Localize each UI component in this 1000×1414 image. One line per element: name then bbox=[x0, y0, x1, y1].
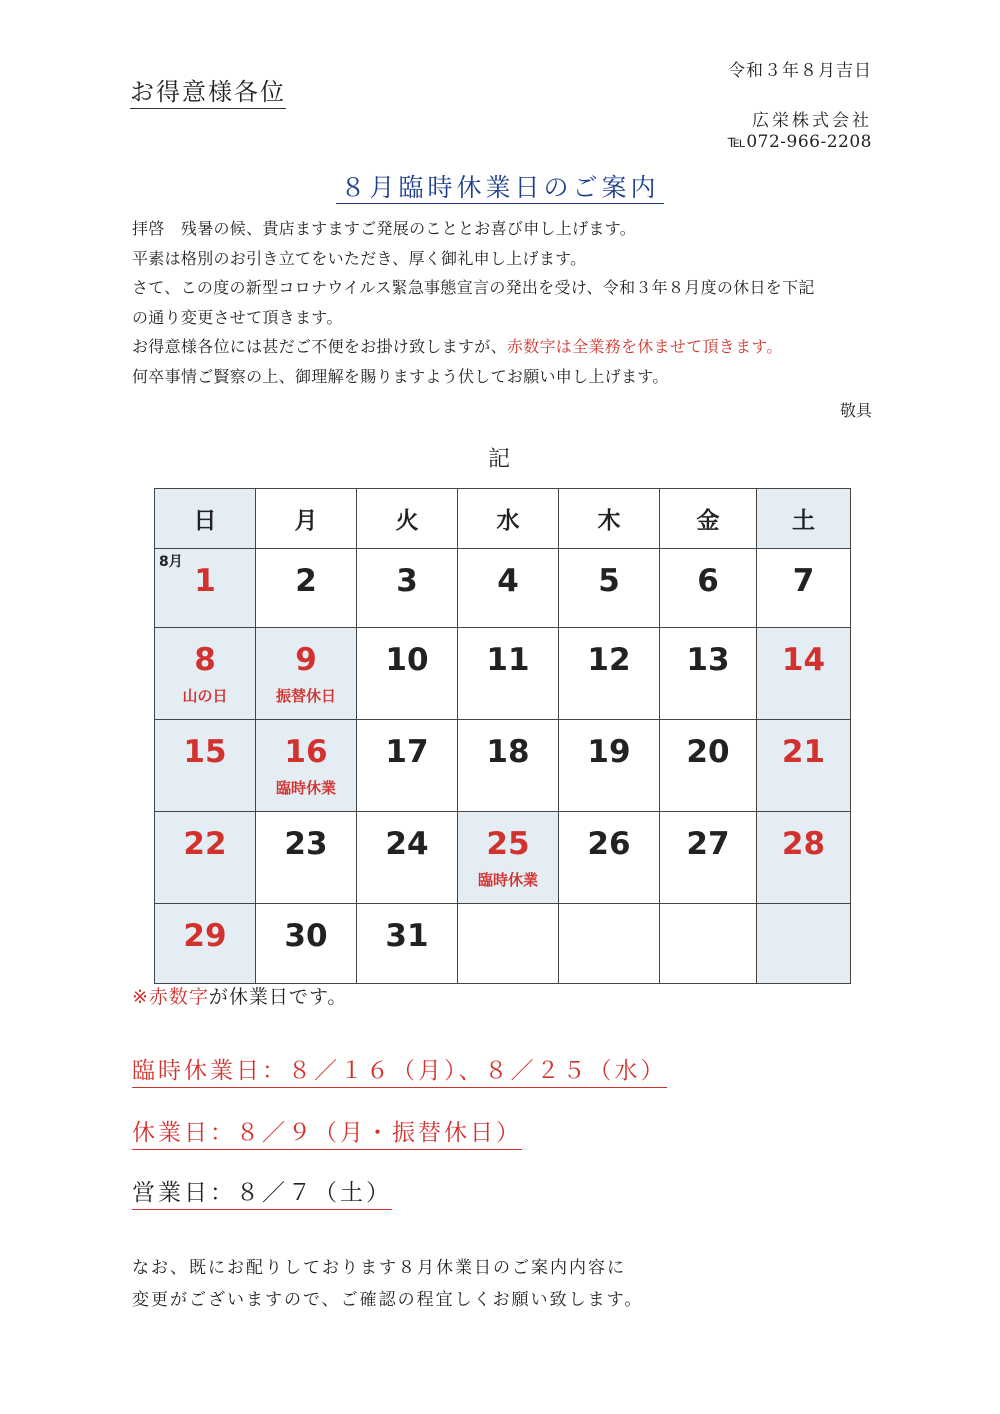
day-number: 17 bbox=[385, 734, 429, 770]
calendar-week-row bbox=[155, 812, 851, 904]
document-title-wrap bbox=[0, 168, 1000, 204]
weekday-mon: 月 bbox=[256, 489, 357, 549]
calendar-day-cell bbox=[757, 720, 851, 812]
body-line-5-red: 赤数字は全業務を休ませて頂きます。 bbox=[506, 337, 783, 356]
day-number: 26 bbox=[587, 826, 631, 862]
calendar-day-cell bbox=[559, 720, 660, 812]
calendar-day-cell bbox=[357, 812, 458, 904]
calendar-day-cell bbox=[660, 549, 757, 628]
day-number: 3 bbox=[396, 563, 418, 599]
calendar-week-row bbox=[155, 720, 851, 812]
day-number: 18 bbox=[486, 734, 530, 770]
day-number: 10 bbox=[385, 642, 429, 678]
calendar-day-cell bbox=[256, 904, 357, 984]
calendar-day-cell bbox=[559, 812, 660, 904]
calendar-day-cell bbox=[458, 549, 559, 628]
company-name: 広栄株式会社 bbox=[752, 111, 872, 131]
body-line-1: 拝啓 残暑の候、貴店ますますご発展のこととお喜び申し上げます。 bbox=[132, 219, 637, 238]
calendar-day-cell bbox=[357, 628, 458, 720]
calendar-day-cell bbox=[256, 812, 357, 904]
day-number: 28 bbox=[781, 826, 826, 862]
day-number: 21 bbox=[781, 734, 826, 770]
calendar-day-cell bbox=[757, 904, 851, 984]
day-number: 8 bbox=[194, 642, 216, 678]
day-number: 11 bbox=[486, 642, 530, 678]
closing-line-1: なお、既にお配りしております８月休業日のご案内内容に bbox=[132, 1258, 626, 1278]
calendar-day-cell bbox=[559, 549, 660, 628]
ki-heading: 記 bbox=[487, 447, 512, 472]
calendar-day-cell bbox=[757, 628, 851, 720]
calendar-day-cell bbox=[559, 904, 660, 984]
day-number: 27 bbox=[686, 826, 730, 862]
calendar-day-cell bbox=[155, 720, 256, 812]
calendar-day-cell bbox=[660, 720, 757, 812]
calendar-day-cell bbox=[660, 904, 757, 984]
summary-temporary-closure: 臨時休業日：８／１６（月）、８／２５（水） bbox=[132, 1052, 667, 1088]
calendar-body bbox=[155, 549, 851, 984]
calendar-day-cell bbox=[155, 904, 256, 984]
calendar-week-row bbox=[155, 549, 851, 628]
calendar-day-cell bbox=[660, 628, 757, 720]
summary-open-day: 営業日：８／７（土） bbox=[132, 1174, 392, 1210]
calendar-day-cell bbox=[357, 720, 458, 812]
body-line-6: 何卒事情ご賢察の上、御理解を賜りますよう伏してお願い申し上げます。 bbox=[132, 366, 669, 386]
issue-date: 令和３年８月吉日 bbox=[728, 61, 872, 81]
day-number: 9 bbox=[295, 642, 317, 678]
day-number: 20 bbox=[686, 734, 730, 770]
day-number: 6 bbox=[697, 563, 719, 599]
recipient: お得意様各位 bbox=[130, 78, 286, 109]
calendar-day-cell bbox=[357, 549, 458, 628]
day-number: 15 bbox=[183, 734, 227, 770]
day-number: 13 bbox=[686, 642, 730, 678]
closing-word: 敬具 bbox=[839, 401, 872, 420]
month-tag: 8月 bbox=[159, 554, 183, 570]
calendar-table bbox=[154, 488, 851, 984]
calendar-day-cell bbox=[357, 904, 458, 984]
calendar-day-cell bbox=[155, 549, 256, 628]
calendar-day-cell bbox=[256, 549, 357, 628]
day-number: 16 bbox=[284, 734, 328, 770]
calendar-day-cell bbox=[458, 720, 559, 812]
document-title: ８月臨時休業日のご案内 bbox=[336, 173, 663, 204]
calendar-day-cell bbox=[757, 549, 851, 628]
body-line-5 bbox=[132, 332, 892, 362]
closing-note bbox=[132, 1252, 643, 1316]
day-number: 25 bbox=[486, 826, 530, 862]
calendar-day-cell bbox=[458, 904, 559, 984]
body-text bbox=[132, 214, 892, 391]
telephone: ℡072-966-2208 bbox=[727, 132, 872, 152]
day-note: 山の日 bbox=[182, 687, 228, 705]
day-number: 5 bbox=[598, 563, 620, 599]
day-note: 振替休日 bbox=[275, 687, 336, 705]
day-number: 1 bbox=[194, 563, 216, 599]
day-note: 臨時休業 bbox=[477, 871, 538, 889]
day-number: 31 bbox=[385, 918, 429, 954]
calendar-day-cell bbox=[155, 628, 256, 720]
body-line-3: さて、この度の新型コロナウイルス緊急事態宣言の発出を受け、令和３年８月度の休日を下記 bbox=[132, 278, 815, 297]
calendar-day-cell bbox=[458, 812, 559, 904]
day-number: 14 bbox=[781, 642, 826, 678]
closing-line-2: 変更がございますので、ご確認の程宜しくお願い致します。 bbox=[132, 1290, 644, 1310]
legend bbox=[132, 982, 347, 1009]
calendar-day-cell bbox=[256, 720, 357, 812]
day-note: 臨時休業 bbox=[275, 779, 336, 797]
day-number: 7 bbox=[792, 563, 815, 599]
body-line-4: の通り変更させて頂きます。 bbox=[132, 307, 343, 327]
weekday-thu: 木 bbox=[559, 489, 660, 549]
day-number: 19 bbox=[587, 734, 631, 770]
legend-red: ※赤数字 bbox=[132, 986, 209, 1008]
weekday-fri: 金 bbox=[660, 489, 757, 549]
calendar-week-row bbox=[155, 628, 851, 720]
day-number: 23 bbox=[284, 826, 328, 862]
day-number: 24 bbox=[385, 826, 429, 862]
weekday-tue: 火 bbox=[357, 489, 458, 549]
day-number: 4 bbox=[497, 563, 519, 599]
day-number: 2 bbox=[295, 563, 317, 599]
day-number: 30 bbox=[284, 918, 328, 954]
day-number: 12 bbox=[587, 642, 631, 678]
calendar-day-cell bbox=[155, 812, 256, 904]
legend-rest: が休業日です。 bbox=[208, 986, 348, 1008]
calendar-day-cell bbox=[757, 812, 851, 904]
calendar-day-cell bbox=[256, 628, 357, 720]
weekday-header-row bbox=[155, 489, 851, 549]
calendar-day-cell bbox=[559, 628, 660, 720]
weekday-sun: 日 bbox=[155, 489, 256, 549]
weekday-sat: 土 bbox=[757, 489, 851, 549]
weekday-wed: 水 bbox=[458, 489, 559, 549]
calendar-day-cell bbox=[660, 812, 757, 904]
calendar-day-cell bbox=[458, 628, 559, 720]
calendar-week-row bbox=[155, 904, 851, 984]
body-line-2: 平素は格別のお引き立てをいただき、厚く御礼申し上げます。 bbox=[132, 248, 587, 268]
body-line-5-prefix: お得意様各位には甚だご不便をお掛け致しますが、 bbox=[132, 337, 507, 356]
day-number: 22 bbox=[183, 826, 227, 862]
day-number: 29 bbox=[183, 918, 227, 954]
summary-closed-day: 休業日：８／９（月・振替休日） bbox=[132, 1114, 522, 1150]
